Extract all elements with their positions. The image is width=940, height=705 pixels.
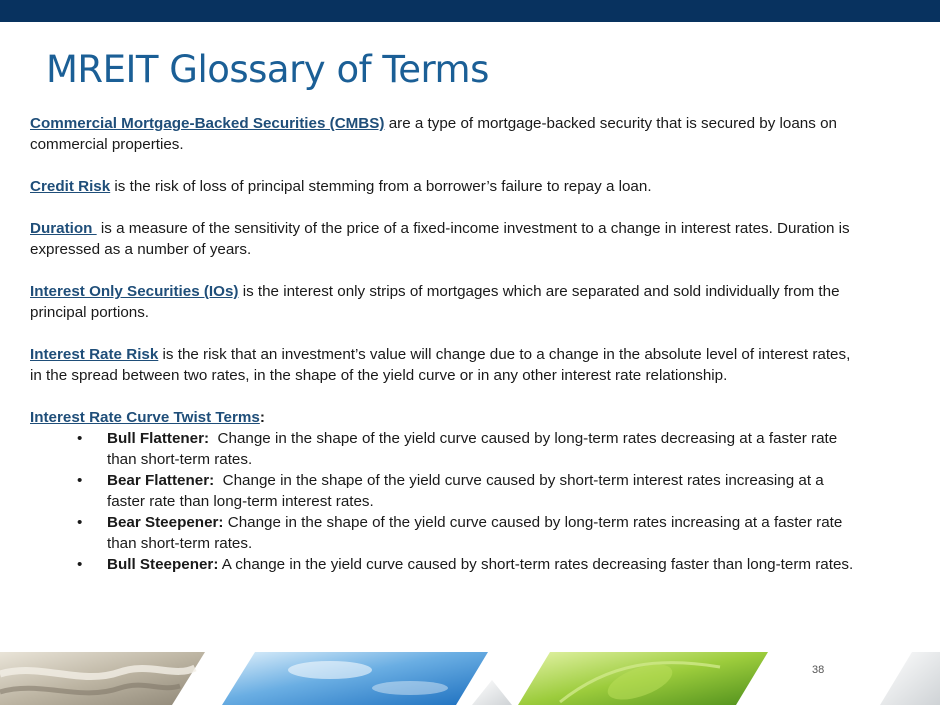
glossary-term: Interest Rate Risk <box>30 346 159 363</box>
glossary-entry-credit-risk <box>30 176 860 197</box>
heading-colon: : <box>259 409 265 426</box>
glossary-content <box>30 113 860 575</box>
glossary-definition: are a type of mortgage-backed security that is secured by loans on commercial properties. <box>30 115 837 153</box>
glossary-definition: is the risk of loss of principal stemming from a borrower’s failure to repay a loan. <box>110 178 652 195</box>
corner-image <box>880 652 940 705</box>
glossary-term: Commercial Mortgage-Backed Securities (CMBS) <box>30 115 385 132</box>
glossary-entry-duration <box>30 218 860 260</box>
rope-image <box>0 652 205 705</box>
leaf-image <box>518 652 768 705</box>
twist-definition: Change in the shape of the yield curve caused by long-term rates decreasing at a faster rate than short-term rates. <box>107 430 842 468</box>
glossary-term: Interest Rate Curve Twist Terms <box>30 409 260 426</box>
glossary-definition: is the risk that an investment’s value will change due to a change in the absolute level of interest rates, in the spread between two rates, in the shape of the yield curve or in any other interest rate relationship. <box>30 346 851 384</box>
twist-term: Bear Flattener: <box>107 472 215 489</box>
bullet-icon: • <box>77 556 83 573</box>
glossary-term: Interest Only Securities (IOs) <box>30 283 239 300</box>
glossary-definition: is the interest only strips of mortgages which are separated and sold individually from the principal portions. <box>30 283 840 321</box>
glossary-term: Credit Risk <box>30 178 111 195</box>
twist-definition: Change in the shape of the yield curve caused by long-term rates increasing at a faster rate than short-term rates. <box>107 514 847 552</box>
twist-definition: Change in the shape of the yield curve caused by short-term interest rates increasing at a faster rate than long-term interest rates. <box>107 472 828 510</box>
glossary-entry-ios <box>30 281 860 323</box>
twist-term: Bull Steepener: <box>107 556 219 573</box>
glossary-term: Duration <box>30 220 97 237</box>
twist-term: Bull Flattener: <box>107 430 210 447</box>
list-item <box>30 428 860 470</box>
glossary-entry-cmbs <box>30 113 860 155</box>
glossary-entry-interest-rate-risk <box>30 344 860 386</box>
top-banner <box>0 0 940 22</box>
footer-image-strip <box>0 652 940 705</box>
sky-image <box>222 652 488 705</box>
bullet-icon: • <box>77 430 83 447</box>
page-title: MREIT Glossary of Terms <box>46 48 489 91</box>
twist-definition: A change in the yield curve caused by short-term rates decreasing faster than long-term rates. <box>218 556 854 573</box>
list-item <box>30 554 860 575</box>
list-item <box>30 470 860 512</box>
glossary-definition: is a measure of the sensitivity of the price of a fixed-income investment to a change in interest rates. Duration is expressed as a number of years. <box>30 220 850 258</box>
bullet-icon: • <box>77 514 83 531</box>
bullet-icon: • <box>77 472 83 489</box>
page-number: 38 <box>812 664 825 676</box>
triangle-decor <box>472 680 512 705</box>
twist-term: Bear Steepener: <box>107 514 224 531</box>
twist-terms-heading <box>30 407 860 428</box>
twist-terms-list <box>30 428 860 575</box>
list-item <box>30 512 860 554</box>
